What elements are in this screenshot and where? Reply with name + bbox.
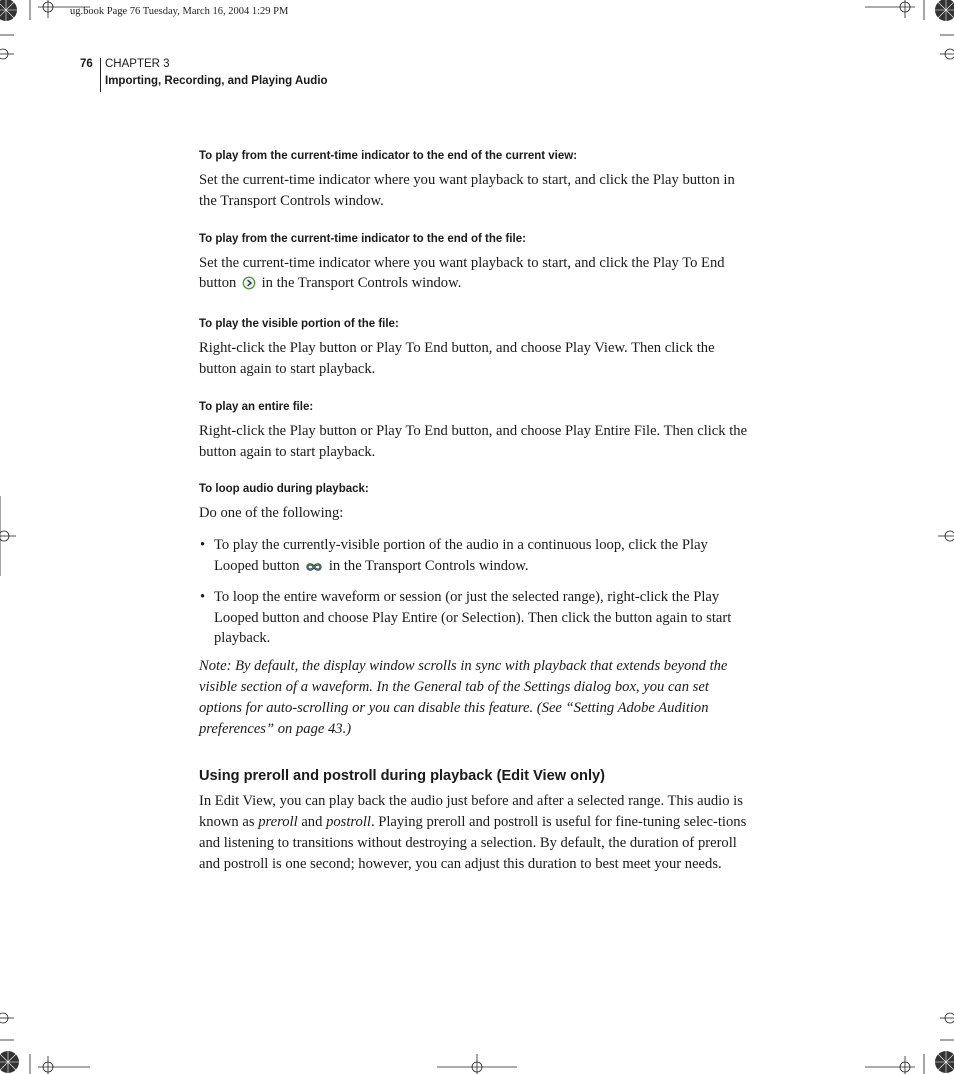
body-text-part: . Playing preroll and postroll is useful for fine-tuning selec-tions and listening to transitions without destroying a selection. By default, the duration of preroll and postroll is one second; however, you can adjust this duration to best meet your needs.: [199, 814, 747, 872]
term-preroll: preroll: [258, 814, 298, 831]
procedure-body-current-view: Set the current-time indicator where you want playback to start, and click the Play button in the Transport Controls window.: [199, 172, 735, 209]
term-postroll: postroll: [326, 814, 371, 831]
procedure-heading-visible-portion: To play the visible portion of the file:: [199, 318, 399, 331]
body-text-part: Set the current-time indicator where you want playback to start, and click the Play To End button: [199, 254, 725, 292]
procedure-intro-loop-audio: Do one of the following:: [199, 505, 344, 522]
bullet-mark: •: [200, 537, 206, 554]
procedure-heading-end-of-file: To play from the current-time indicator to the end of the file:: [199, 232, 526, 245]
procedure-body-visible-portion: Right-click the Play button or Play To End button, and choose Play View. Then click the button again to start playback.: [199, 340, 715, 377]
body-text-part: in the Transport Controls window.: [261, 275, 462, 292]
procedure-heading-loop-audio: To loop audio during playback:: [199, 483, 369, 496]
chapter-label: CHAPTER 3: [105, 58, 170, 70]
list-item-text: in the Transport Controls window.: [328, 557, 529, 574]
bullet-mark: •: [200, 588, 206, 605]
procedure-heading-current-view: To play from the current-time indicator to the end of the current view:: [199, 150, 578, 162]
body-text-part: and: [301, 814, 323, 831]
chapter-title: Importing, Recording, and Playing Audio: [105, 75, 328, 87]
list-item-text: To play the currently-visible portion of the audio in a continuous loop, click the Play Looped button: [214, 537, 708, 574]
section-heading-preroll: Using preroll and postroll during playback (Edit View only): [199, 768, 605, 785]
print-slug: ug.book Page 76 Tuesday, March 16, 2004 1:29 PM: [70, 6, 289, 17]
procedure-body-entire-file: Right-click the Play button or Play To End button, and choose Play Entire File. Then click the button again to start playback.: [199, 422, 748, 460]
note-label: Note:: [199, 658, 232, 675]
page-number: 76: [80, 58, 93, 70]
body-text-part: In Edit View, you can play back the audio just before and after a selected range. This audio is known as: [199, 793, 743, 831]
procedure-heading-entire-file: To play an entire file:: [199, 400, 314, 413]
note-text: By default, the display window scrolls in sync with playback that extends beyond the visible section of a waveform. In the General tab of the Settings dialog box, you can set options for auto-scrolling or you can disable this feature. (See “Setting Adobe Audition preferences” on page 43.): [199, 658, 728, 737]
list-item-text: To loop the entire waveform or session (or just the selected range), right-click the Play Looped button and choose Play Entire (or Selection). Then click the button again to start playback.: [214, 588, 732, 647]
